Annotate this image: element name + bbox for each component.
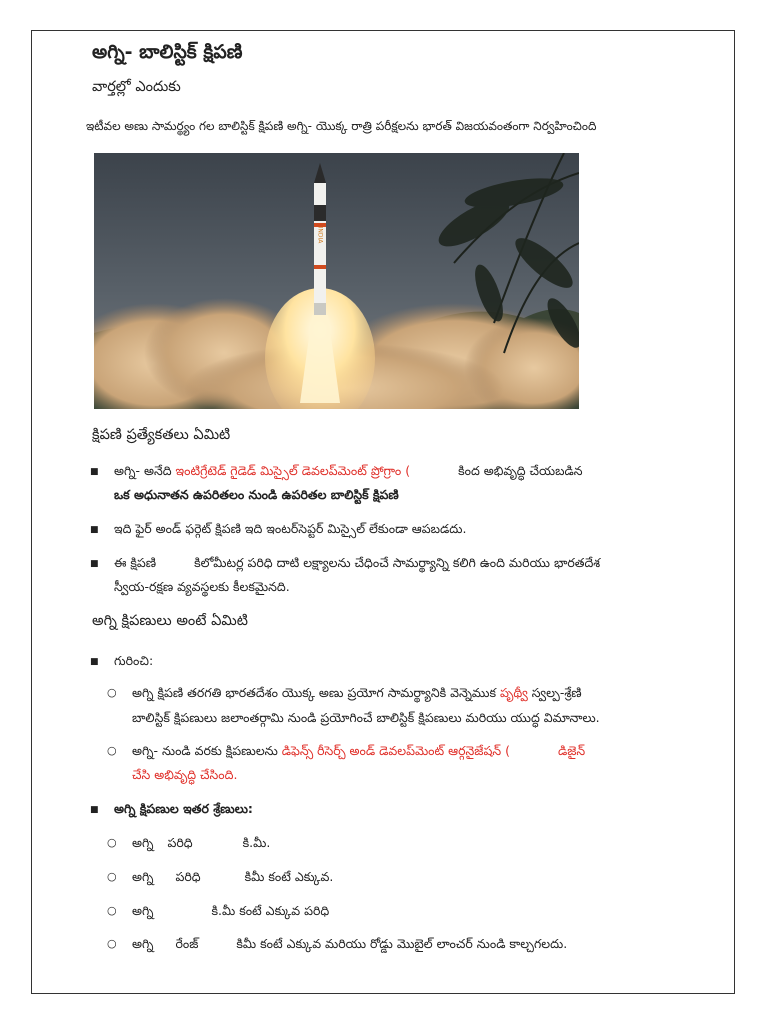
others-1-b: పరిధి (167, 835, 193, 850)
bullet-circle: ○ (107, 904, 117, 917)
feature1-line2: ఒక అధునాతన ఉపరితలం నుండి ఉపరితల బాలిస్టిక్ క్షిపణి (114, 487, 399, 502)
intro-text: ఇటీవల అణు సామర్థ్యం గల బాలిస్టిక్ క్షిపణి అగ్ని- యొక్క రాత్రి పరీక్షలను భారత్ విజయవంతంగా నిర్వహించింది (86, 119, 597, 133)
feature1-program-name: ఇంటిగ్రేటెడ్ గైడెడ్ మిస్సైల్ డెవలప్‌మెంట్ ప్రోగ్రాం ( (175, 463, 411, 478)
about2-line1 (132, 743, 585, 762)
others-3-a: అగ్ని (132, 903, 154, 918)
about2-line2: చేసి అభివృద్ధి చేసింది. (132, 767, 238, 782)
features-heading: క్షిపణి ప్రత్యేకతలు ఏమిటి (92, 427, 231, 443)
bullet-square: ■ (90, 805, 99, 815)
feature1-text-b: కింద అభివృద్ధి చేయబడిన (458, 463, 583, 478)
bullet-circle: ○ (107, 686, 117, 699)
feature3-text-a: ఈ క్షిపణి (114, 555, 157, 570)
bullet-circle: ○ (107, 836, 117, 849)
about-label: గురించి: (114, 653, 154, 668)
about1-text-a: అగ్ని క్షిపణి తరగతి భారతదేశం యొక్క అణు ప్రయోగ సామర్థ్యానికి వెన్నెముక (132, 685, 500, 700)
others-3-c: కి.మీ కంటే ఎక్కువ పరిధి (211, 903, 330, 918)
missile-launch-photo (94, 153, 579, 409)
feature3-line2: స్వీయ-రక్షణ వ్యవస్థలకు కీలకమైనది. (114, 579, 290, 594)
others-2-a: అగ్ని (132, 869, 154, 884)
others-4-b: రేంజ్ (175, 936, 199, 951)
about2-design: డిజైన్ (558, 743, 586, 758)
feature2-text: ఇది ఫైర్ అండ్ ఫర్గెట్ క్షిపణి ఇది ఇంటర్‌సెప్టర్ మిస్సైల్ లేకుండా ఆపబడదు. (114, 521, 467, 536)
document-page (31, 30, 735, 994)
others-row-1 (132, 835, 270, 854)
news-heading: వార్తల్లో ఎందుకు (92, 79, 181, 95)
others-2-c: కిమీ కంటే ఎక్కువ. (244, 869, 334, 884)
others-row-4 (132, 936, 567, 955)
bullet-square: ■ (90, 559, 99, 569)
missile-label: INDIA (316, 226, 324, 244)
about1-line1 (132, 685, 582, 704)
bullet-square: ■ (90, 657, 99, 667)
others-row-3 (132, 903, 329, 922)
about1-text-b: స్వల్ప-శ్రేణి (527, 685, 582, 700)
about1-line2: బాలిస్టిక్ క్షిపణులు జలాంతర్గామి నుండి ప్రయోగించే బాలిస్టిక్ క్షిపణులు మరియు యుద్ధ విమానాలు. (132, 710, 600, 725)
others-4-c: కిమీ కంటే ఎక్కువ మరియు రోడ్డు మొబైల్ లాంచర్ నుండి కాల్చగలదు. (236, 936, 568, 951)
feature1-line1 (114, 463, 583, 482)
others-4-a: అగ్ని (132, 936, 154, 951)
others-label: అగ్ని క్షిపణుల ఇతర శ్రేణులు: (114, 801, 253, 816)
feature3-line1 (114, 555, 600, 574)
bullet-circle: ○ (107, 744, 117, 757)
bullet-circle: ○ (107, 937, 117, 950)
others-row-2 (132, 869, 333, 888)
feature3-text-b: కిలోమీటర్ల పరిధి దాటి లక్ష్యాలను చేధించే సామర్థ్యాన్ని కలిగి ఉంది మరియు భారతదేశ (194, 555, 601, 570)
bullet-square: ■ (90, 525, 99, 535)
about2-text-a: అగ్ని- నుండి వరకు క్షిపణులను (132, 743, 282, 758)
feature1-text-a: అగ్ని- అనేది (114, 463, 176, 478)
about1-prithvi: పృథ్వీ (499, 685, 528, 700)
page-title: అగ్ని- బాలిస్టిక్ క్షిపణి (92, 41, 243, 63)
about2-drdo-name: డిఫెన్స్ రీసెర్చ్ అండ్ డెవలప్‌మెంట్ ఆర్గనైజేషన్ ( (281, 743, 510, 758)
others-1-c: కి.మీ. (242, 835, 271, 850)
others-2-b: పరిధి (175, 869, 201, 884)
bullet-circle: ○ (107, 870, 117, 883)
agni-heading: అగ్ని క్షిపణులు అంటే ఏమిటి (92, 613, 248, 629)
bullet-square: ■ (90, 467, 99, 477)
others-1-a: అగ్ని (132, 835, 154, 850)
